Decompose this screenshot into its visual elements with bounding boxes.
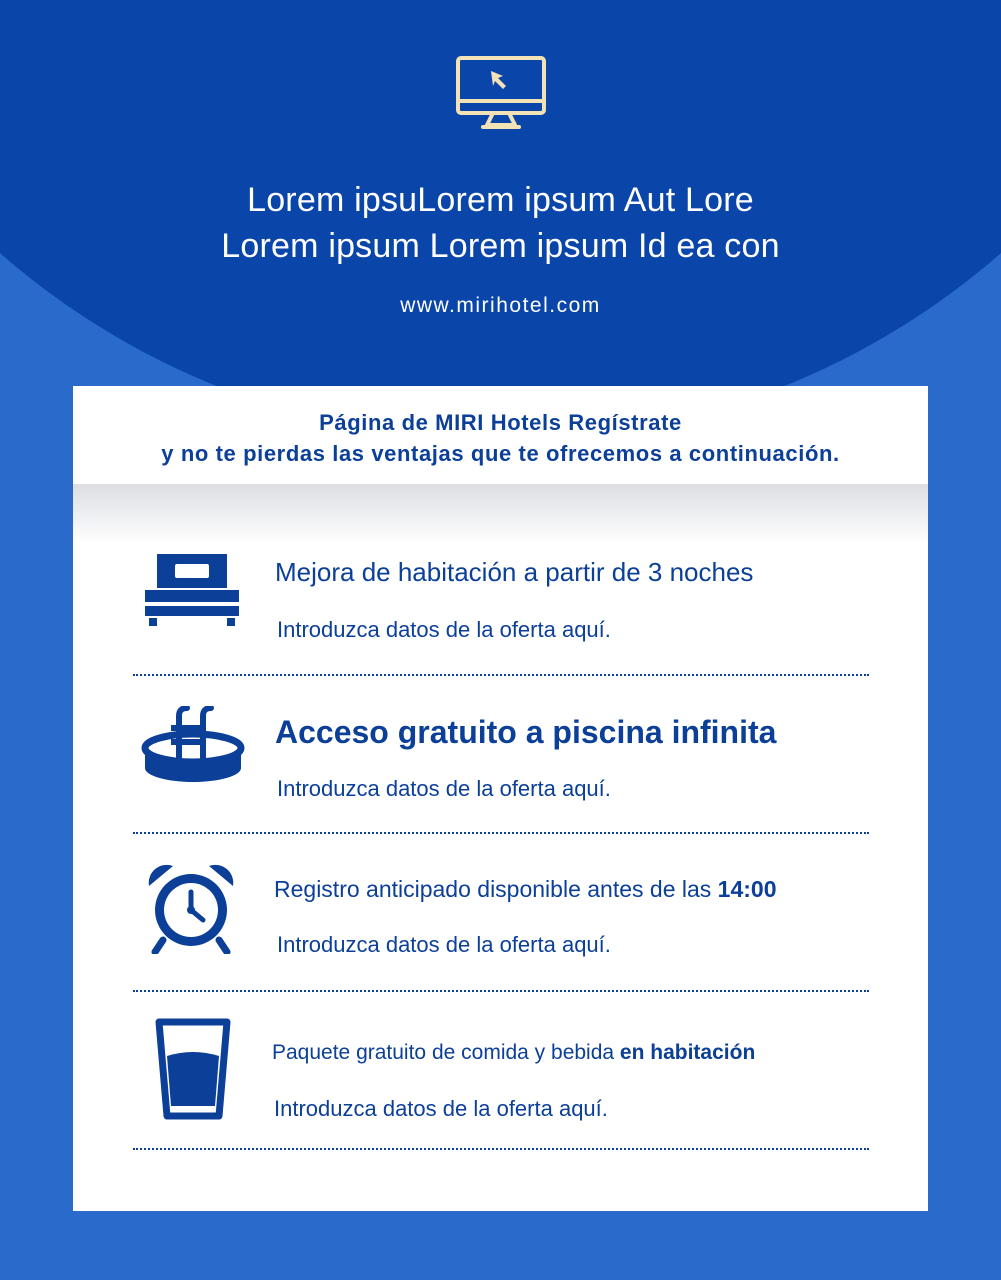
website-link[interactable]: www.mirihotel.com <box>400 294 601 317</box>
card-header <box>73 386 928 484</box>
hero <box>0 0 1001 380</box>
pool-icon <box>141 706 245 786</box>
bed-icon <box>145 554 239 628</box>
glass-icon <box>155 1018 231 1120</box>
offer-title-text: Registro anticipado disponible antes de las <box>274 876 712 902</box>
offer-title: Mejora de habitación a partir de 3 noches <box>275 557 754 587</box>
offer-title: Acceso gratuito a piscina infinita <box>275 714 777 750</box>
hero-title-line2: Lorem ipsum Lorem ipsum Id ea con <box>221 227 780 265</box>
offer-title-highlight: en habitación <box>619 1041 756 1064</box>
hero-title <box>0 177 1001 269</box>
offer-description: Introduzca datos de la oferta aquí. <box>274 1096 608 1121</box>
card-header-line2: y no te pierdas las ventajas que te ofrecemos a continuación. <box>161 441 840 466</box>
offer-title <box>272 1041 755 1065</box>
dotted-divider <box>133 832 869 834</box>
offers-card <box>73 386 928 1211</box>
dotted-divider <box>133 674 869 676</box>
offer-title <box>274 876 777 903</box>
offer-description: Introduzca datos de la oferta aquí. <box>277 617 611 642</box>
header-shadow <box>73 484 928 544</box>
hero-title-line1: Lorem ipsuLorem ipsum Aut Lore <box>247 181 754 219</box>
dotted-divider <box>133 990 869 992</box>
alarm-clock-icon <box>145 862 237 954</box>
dotted-divider <box>133 1148 869 1150</box>
offer-description: Introduzca datos de la oferta aquí. <box>277 932 611 957</box>
offer-title-highlight: 14:00 <box>717 876 777 902</box>
card-header-line1: Página de MIRI Hotels Regístrate <box>319 410 682 435</box>
monitor-cursor-icon <box>455 55 547 137</box>
offer-description: Introduzca datos de la oferta aquí. <box>277 776 611 801</box>
offer-title-text: Paquete gratuito de comida y bebida <box>272 1041 615 1064</box>
